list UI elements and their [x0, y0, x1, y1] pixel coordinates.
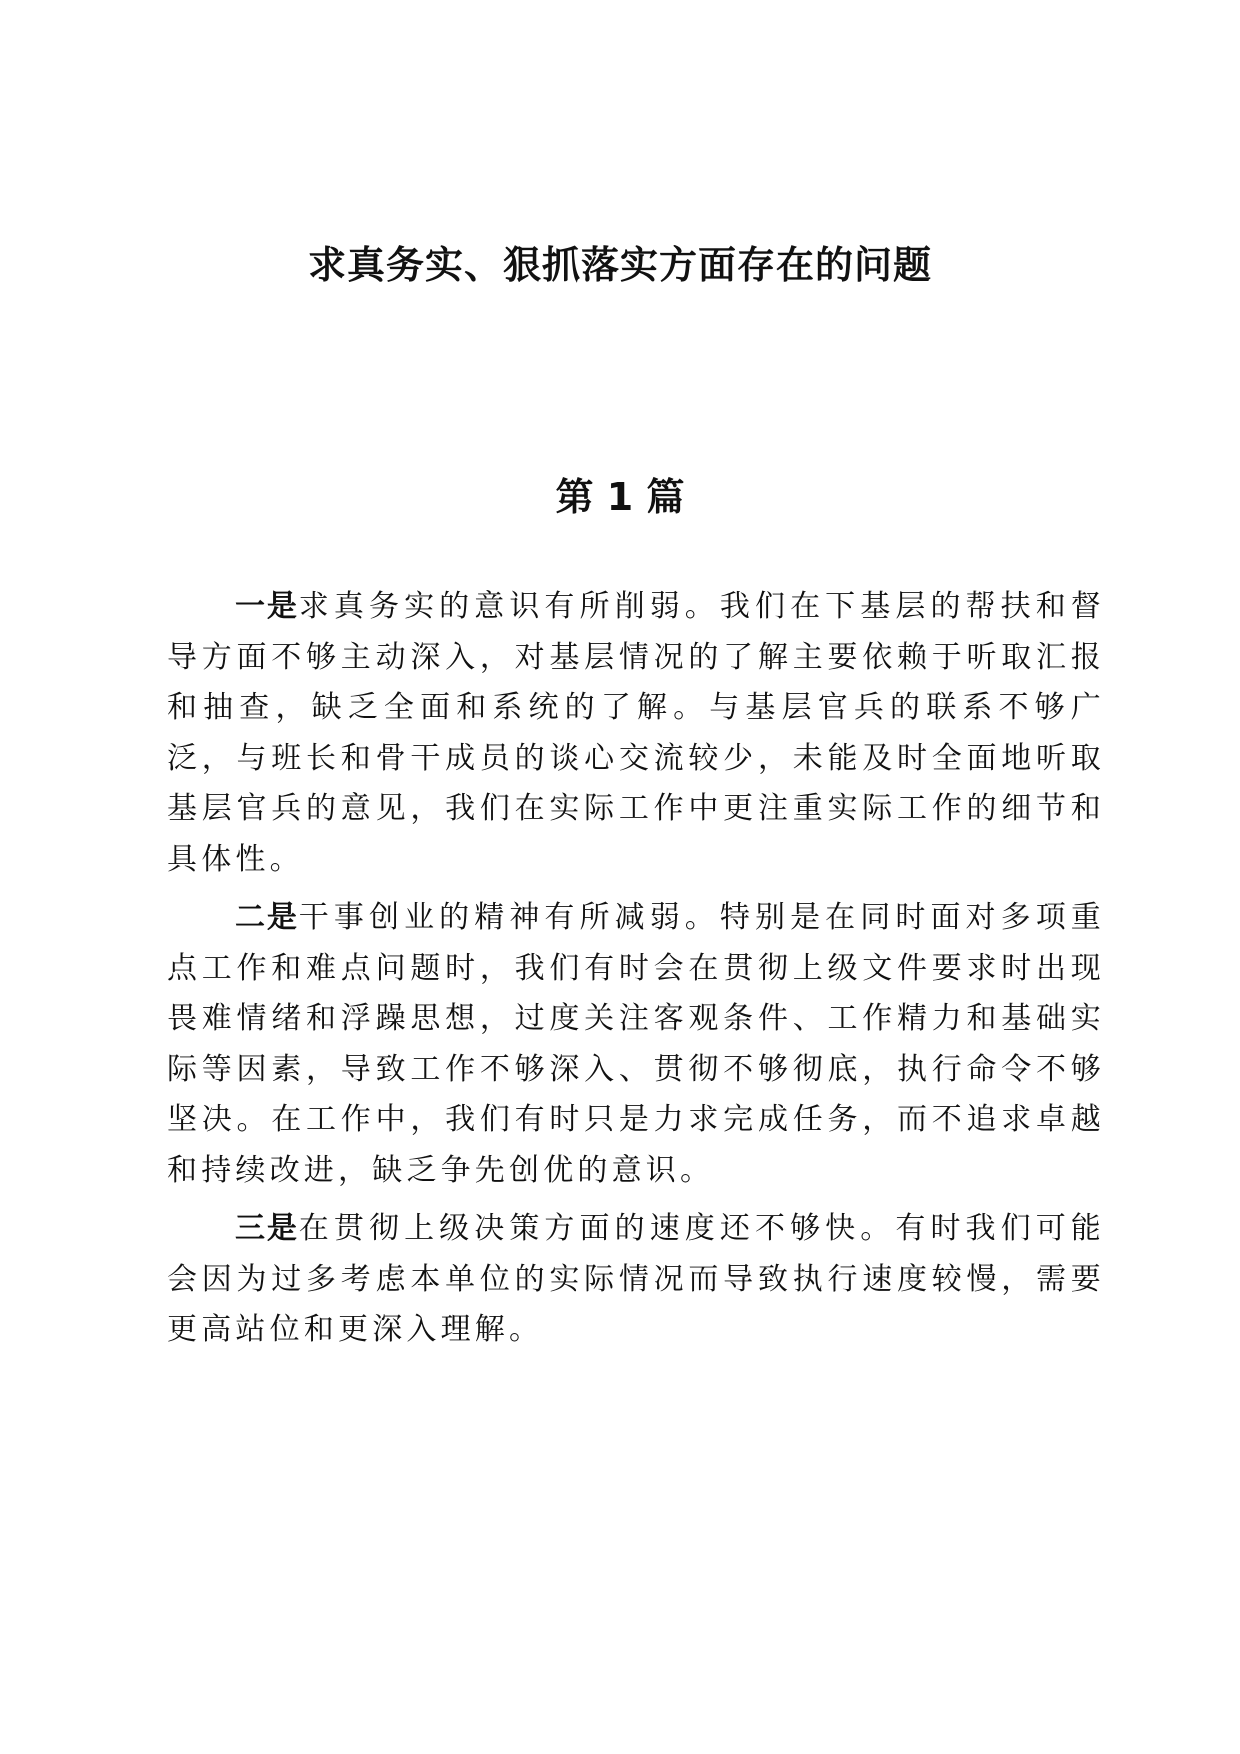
paragraph-3 [167, 1204, 1105, 1356]
document-title: 求真务实、狠抓落实方面存在的问题 [307, 243, 932, 287]
paragraph-2-lead: 二是 [235, 900, 299, 935]
section-heading: 第 1 篇 [555, 475, 685, 519]
paragraph-1 [167, 582, 1105, 885]
paragraph-3-text: 在贯彻上级决策方面的速度还不够快。有时我们可能会因为过多考虑本单位的实际情况而导致执行速度较慢，需要更高站位和更深入理解。 [167, 1211, 1106, 1347]
paragraph-1-text: 求真务实的意识有所削弱。我们在下基层的帮扶和督导方面不够主动深入，对基层情况的了解主要依赖于听取汇报和抽查，缺乏全面和系统的了解。与基层官兵的联系不够广泛，与班长和骨干成员的谈心交流较少，未能及时全面地听取基层官兵的意见，我们在实际工作中更注重实际工作的细节和具体性。 [167, 589, 1106, 877]
document-body [167, 582, 1105, 1364]
paragraph-2-text: 干事创业的精神有所减弱。特别是在同时面对多项重点工作和难点问题时，我们有时会在贯彻上级文件要求时出现畏难情绪和浮躁思想，过度关注客观条件、工作精力和基础实际等因素，导致工作不够深入、贯彻不够彻底，执行命令不够坚决。在工作中，我们有时只是力求完成任务，而不追求卓越和持续改进，缺乏争先创优的意识。 [167, 900, 1106, 1188]
paragraph-1-lead: 一是 [235, 589, 299, 624]
paragraph-3-lead: 三是 [235, 1211, 299, 1246]
paragraph-2 [167, 893, 1105, 1196]
